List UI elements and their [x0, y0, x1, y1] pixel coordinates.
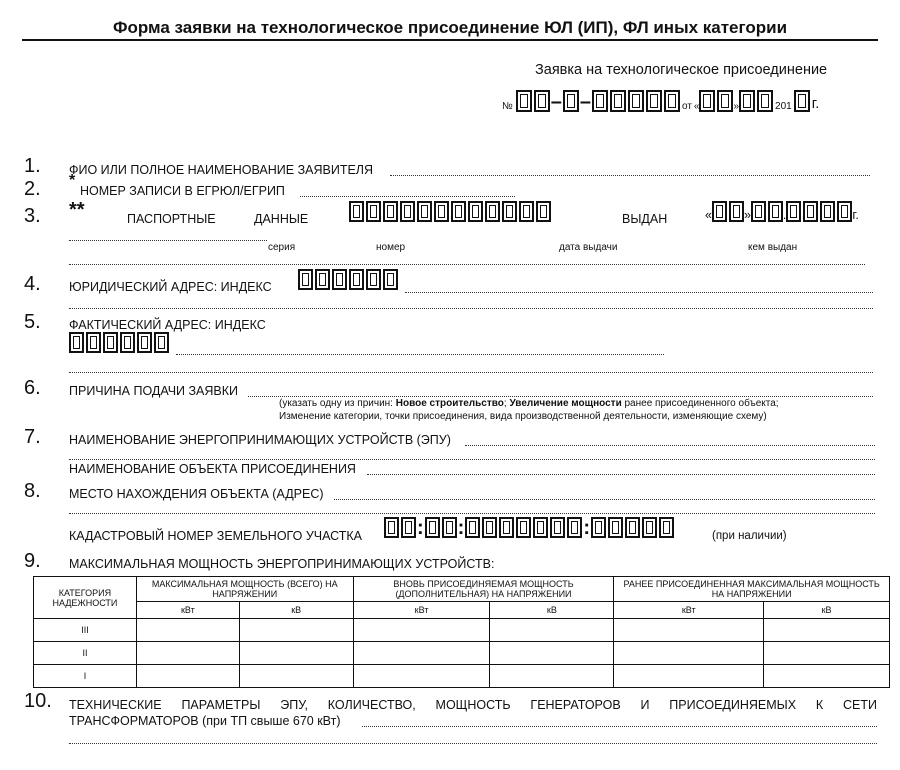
request-day[interactable]	[699, 90, 733, 112]
legal-address-field-1[interactable]	[405, 292, 873, 293]
reason-note-line-2: Изменение категории, точки присоединения, вида производственной деятельности, изменяющие схему)	[279, 411, 767, 422]
reason-field[interactable]	[248, 396, 873, 397]
item-5-label: ФАКТИЧЕСКИЙ АДРЕС: ИНДЕКС	[69, 318, 266, 332]
date-dot: .	[782, 208, 787, 222]
unit-kw: кВт	[614, 602, 764, 619]
technical-params-field-2[interactable]	[69, 743, 877, 744]
table-row	[34, 619, 890, 642]
header-new-power: ВНОВЬ ПРИСОЕДИНЯЕМАЯ МОЩНОСТЬ (ДОПОЛНИТЕЛЬНАЯ) НА НАПРЯЖЕНИИ	[353, 577, 614, 602]
unit-kv: кВ	[239, 602, 353, 619]
request-heading: Заявка на технологическое присоединение	[535, 62, 828, 78]
request-number-row	[502, 90, 819, 112]
cadastral-number-row: : : :	[384, 517, 674, 538]
item-5-number: 5.	[24, 311, 41, 333]
item-7-label: НАИМЕНОВАНИЕ ЭНЕРГОПРИНИМАЮЩИХ УСТРОЙСТВ (ЭПУ)	[69, 433, 451, 447]
unit-kv: кВ	[764, 602, 890, 619]
quote-close: »	[733, 101, 740, 112]
title-underline	[22, 39, 878, 41]
item-6-label: ПРИЧИНА ПОДАЧИ ЗАЯВКИ	[69, 384, 239, 398]
input-cell[interactable]	[239, 665, 353, 688]
input-cell[interactable]	[614, 665, 764, 688]
caption-number: номер	[376, 242, 406, 253]
quote-open: «	[693, 101, 700, 112]
input-cell[interactable]	[764, 665, 890, 688]
epu-name-field-2[interactable]	[69, 459, 875, 460]
actual-address-field-1[interactable]	[176, 354, 664, 355]
item-3-asterisks: **	[69, 199, 85, 221]
item-2-number: 2.	[24, 178, 41, 200]
header-max-power: МАКСИМАЛЬНАЯ МОЩНОСТЬ (ВСЕГО) НА НАПРЯЖЕНИИ	[136, 577, 353, 602]
cadastral-optional-note: (при наличии)	[712, 530, 787, 542]
cadastral-part-2[interactable]	[425, 517, 457, 538]
item-3-number: 3.	[24, 205, 41, 227]
actual-address-field-2[interactable]	[69, 372, 873, 373]
input-cell[interactable]	[353, 642, 490, 665]
caption-series: серия	[268, 242, 296, 253]
item-7-number: 7.	[24, 426, 41, 448]
passport-number-boxes[interactable]	[349, 201, 551, 222]
passport-date-row	[705, 201, 859, 222]
item-10-label-line-2: ТРАНСФОРМАТОРОВ (при ТП свыше 670 кВт)	[69, 714, 341, 728]
number-sign: №	[502, 101, 513, 112]
passport-month[interactable]	[751, 201, 783, 222]
passport-day[interactable]	[712, 201, 744, 222]
item-1-number: 1.	[24, 155, 41, 177]
form-title: Форма заявки на технологическое присоединение ЮЛ (ИП), ФЛ иных категории	[112, 18, 788, 37]
egrul-field[interactable]	[300, 196, 515, 197]
unit-kw: кВт	[353, 602, 490, 619]
applicant-name-field[interactable]	[390, 175, 870, 176]
input-cell[interactable]	[136, 619, 239, 642]
year-prefix: 201	[775, 101, 792, 112]
date-quote-open: «	[705, 208, 712, 222]
issued-label: ВЫДАН	[622, 212, 668, 226]
cadastral-label: КАДАСТРОВЫЙ НОМЕР ЗЕМЕЛЬНОГО УЧАСТКА	[69, 529, 363, 543]
table-row	[34, 642, 890, 665]
input-cell[interactable]	[353, 665, 490, 688]
item-8-number: 8.	[24, 480, 41, 502]
table-row	[34, 665, 890, 688]
request-number-part3[interactable]	[592, 90, 680, 112]
date-year-suffix: г.	[852, 208, 859, 222]
object-address-field-2[interactable]	[69, 513, 875, 514]
item-9-number: 9.	[24, 550, 41, 572]
input-cell[interactable]	[239, 619, 353, 642]
item-8-label: МЕСТО НАХОЖДЕНИЯ ОБЪЕКТА (АДРЕС)	[69, 487, 324, 501]
input-cell[interactable]	[490, 619, 614, 642]
request-year-digit[interactable]	[794, 90, 810, 112]
item-10-label-line-1: ТЕХНИЧЕСКИЕ ПАРАМЕТРЫ ЭПУ, КОЛИЧЕСТВО, МОЩНОСТЬ ГЕНЕРАТОРОВ И ПРИСОЕДИНЯЕМЫХ К СЕТИ	[69, 698, 877, 712]
input-cell[interactable]	[614, 642, 764, 665]
input-cell[interactable]	[490, 642, 614, 665]
item-1-label: ФИО ИЛИ ПОЛНОЕ НАИМЕНОВАНИЕ ЗАЯВИТЕЛЯ	[69, 163, 374, 177]
input-cell[interactable]	[764, 619, 890, 642]
input-cell[interactable]	[136, 642, 239, 665]
input-cell[interactable]	[614, 619, 764, 642]
passport-label-1: ПАСПОРТНЫЕ	[127, 212, 216, 226]
epu-name-field[interactable]	[465, 445, 875, 446]
request-month[interactable]	[739, 90, 773, 112]
unit-kv: кВ	[490, 602, 614, 619]
passport-year[interactable]	[786, 201, 852, 222]
object-address-field[interactable]	[334, 499, 875, 500]
reason-note-line-1: (указать одну из причин: Новое строительство; Увеличение мощности ранее присоединенного объекта;	[279, 398, 779, 409]
passport-label-2: ДАННЫЕ	[254, 212, 309, 226]
cadastral-part-1[interactable]	[384, 517, 416, 538]
item-4-label: ЮРИДИЧЕСКИЙ АДРЕС: ИНДЕКС	[69, 280, 272, 294]
input-cell[interactable]	[136, 665, 239, 688]
input-cell[interactable]	[764, 642, 890, 665]
dash-1: –	[550, 91, 562, 113]
from-label: от	[681, 101, 692, 112]
category-cell: III	[34, 619, 137, 642]
caption-issuer: кем выдан	[748, 242, 798, 253]
request-number-part2[interactable]	[563, 90, 579, 112]
input-cell[interactable]	[490, 665, 614, 688]
cadastral-part-3[interactable]	[465, 517, 582, 538]
object-name-field[interactable]	[367, 474, 875, 475]
header-prev-power: РАНЕЕ ПРИСОЕДИНЕННАЯ МАКСИМАЛЬНАЯ МОЩНОСТЬ НА НАПРЯЖЕНИИ	[614, 577, 890, 602]
unit-kw: кВт	[136, 602, 239, 619]
technical-params-field-1[interactable]	[362, 726, 877, 727]
item-2-asterisk: *	[69, 172, 76, 189]
legal-address-field-2[interactable]	[69, 308, 873, 309]
item-9-label: МАКСИМАЛЬНАЯ МОЩНОСТЬ ЭНЕРГОПРИНИМАЮЩИХ УСТРОЙСТВ:	[69, 557, 495, 571]
input-cell[interactable]	[353, 619, 490, 642]
item-4-number: 4.	[24, 273, 41, 295]
passport-issuer-field[interactable]	[69, 264, 865, 265]
category-cell: I	[34, 665, 137, 688]
passport-series-field[interactable]	[69, 240, 267, 241]
dash-2: –	[579, 91, 591, 113]
legal-index-boxes[interactable]	[298, 269, 398, 290]
power-table	[33, 576, 890, 688]
object-name-label: НАИМЕНОВАНИЕ ОБЪЕКТА ПРИСОЕДИНЕНИЯ	[69, 462, 356, 476]
input-cell[interactable]	[239, 642, 353, 665]
item-6-number: 6.	[24, 377, 41, 399]
request-number-part1[interactable]	[516, 90, 550, 112]
date-quote-close: »	[743, 208, 751, 222]
category-cell: II	[34, 642, 137, 665]
item-2-label: НОМЕР ЗАПИСИ В ЕГРЮЛ/ЕГРИП	[80, 184, 285, 198]
caption-date: дата выдачи	[559, 242, 618, 253]
item-10-number: 10.	[24, 690, 52, 712]
header-category: КАТЕГОРИЯ НАДЕЖНОСТИ	[34, 577, 137, 619]
actual-index-boxes[interactable]	[69, 332, 169, 353]
year-suffix: г.	[811, 96, 820, 112]
cadastral-part-4[interactable]	[591, 517, 674, 538]
